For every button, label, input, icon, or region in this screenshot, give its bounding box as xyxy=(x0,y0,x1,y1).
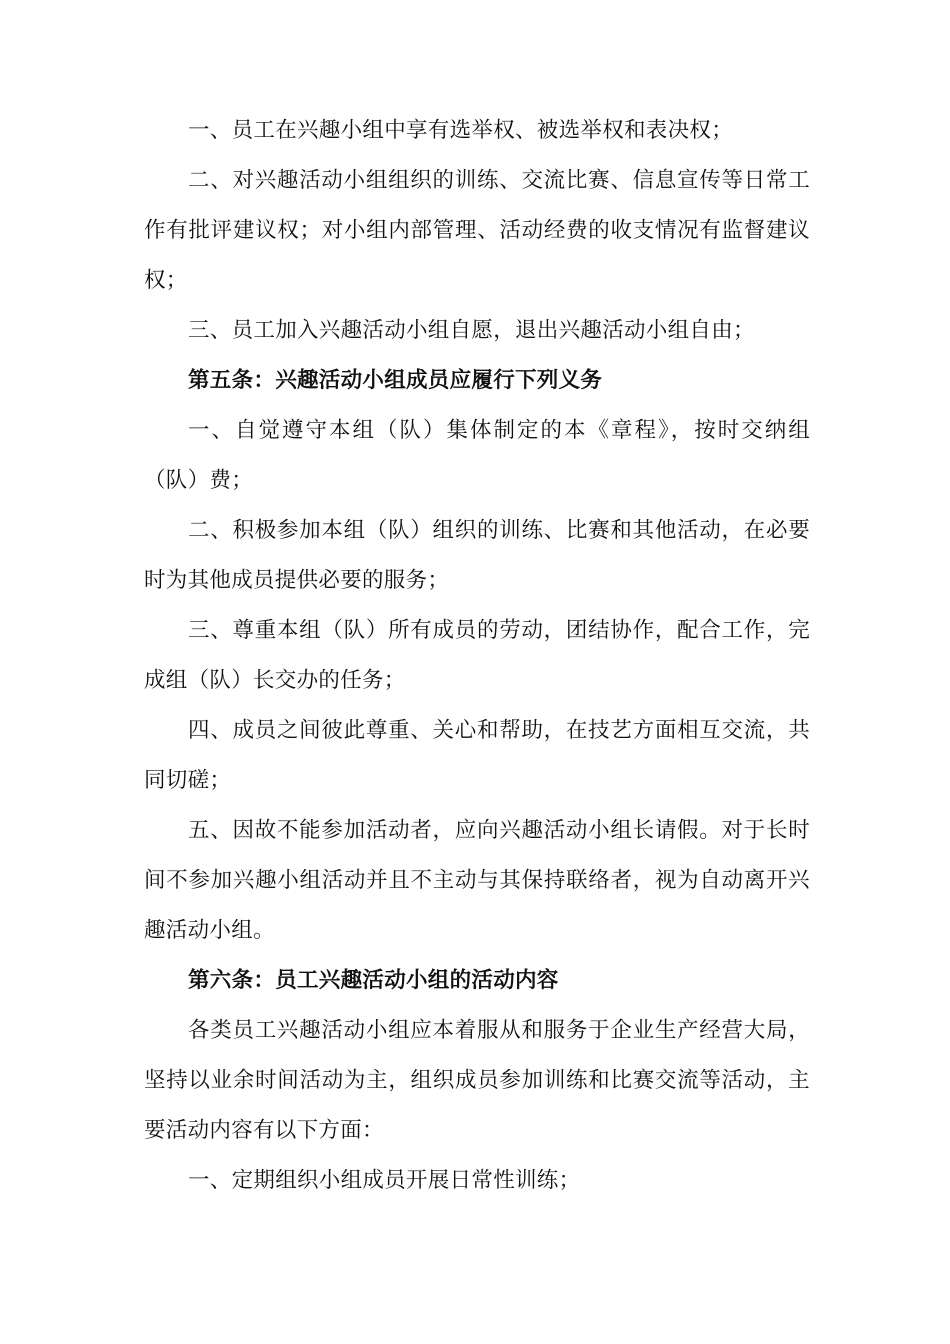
paragraph-activity-1: 一、定期组织小组成员开展日常性训练； xyxy=(188,1168,581,1193)
section-heading-article-5: 第五条：兴趣活动小组成员应履行下列义务 xyxy=(188,368,603,393)
paragraph-duty-3: 三、尊重本组（队）所有成员的劳动，团结协作，配合工作，完成组（队）长交办的任务； xyxy=(144,618,810,693)
paragraph-duty-2: 二、积极参加本组（队）组织的训练、比赛和其他活动，在必要时为其他成员提供必要的服务； xyxy=(144,518,810,593)
paragraph-right-voting: 一、员工在兴趣小组中享有选举权、被选举权和表决权； xyxy=(188,118,734,143)
paragraph-right-suggestion: 二、对兴趣活动小组组织的训练、交流比赛、信息宣传等日常工作有批评建议权；对小组内部管理、活动经费的收支情况有监督建议权； xyxy=(144,168,810,293)
paragraph-activity-intro: 各类员工兴趣活动小组应本着服从和服务于企业生产经营大局，坚持以业余时间活动为主，组织成员参加训练和比赛交流等活动，主要活动内容有以下方面： xyxy=(144,1018,810,1143)
paragraph-duty-4: 四、成员之间彼此尊重、关心和帮助，在技艺方面相互交流，共同切磋； xyxy=(144,718,810,793)
paragraph-duty-1: 一、自觉遵守本组（队）集体制定的本《章程》，按时交纳组（队）费； xyxy=(144,418,810,493)
section-heading-article-6: 第六条：员工兴趣活动小组的活动内容 xyxy=(188,968,559,993)
paragraph-right-voluntary: 三、员工加入兴趣活动小组自愿，退出兴趣活动小组自由； xyxy=(188,318,755,343)
paragraph-duty-5: 五、因故不能参加活动者，应向兴趣活动小组长请假。对于长时间不参加兴趣小组活动并且不主动与其保持联络者，视为自动离开兴趣活动小组。 xyxy=(144,818,810,943)
document-body xyxy=(144,106,810,1206)
